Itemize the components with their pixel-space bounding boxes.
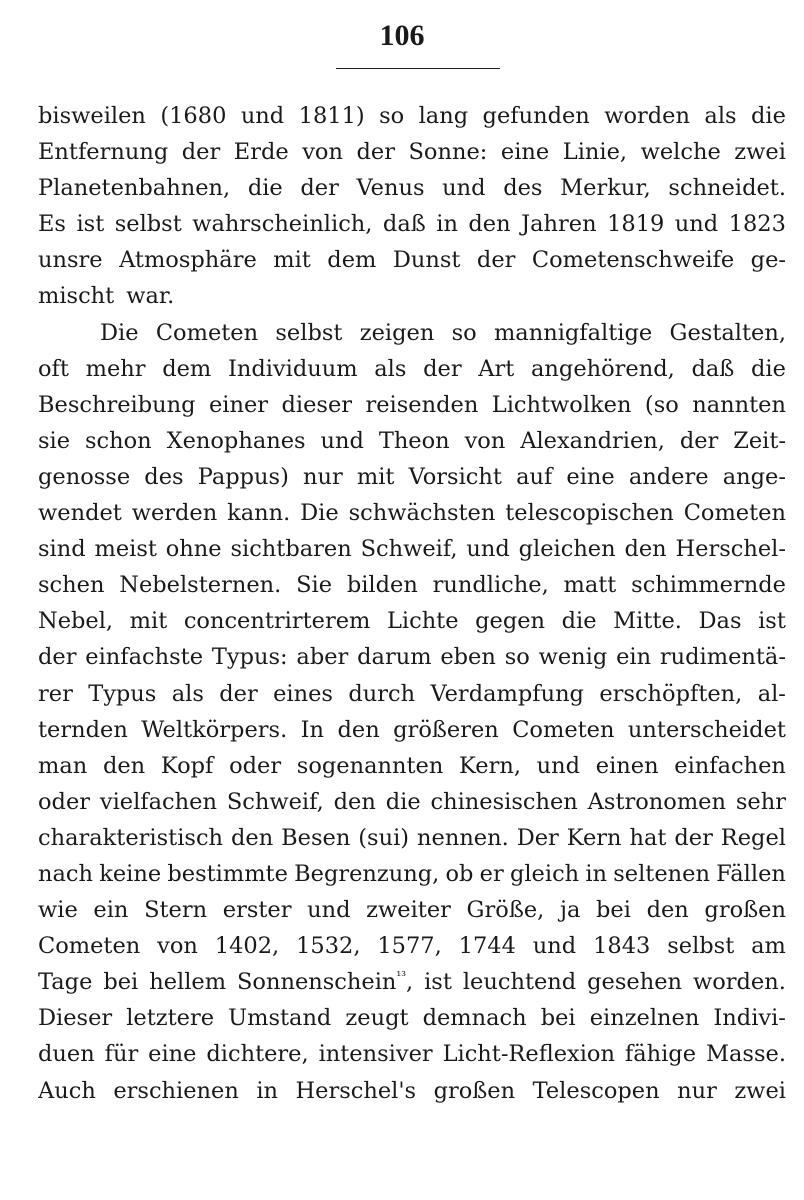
text-line — [38, 712, 786, 748]
word: 1532, — [296, 933, 361, 960]
word: schimmernde — [631, 572, 786, 599]
word: mischt — [38, 283, 115, 310]
word: rudimentä- — [659, 644, 786, 671]
header-rule — [336, 68, 500, 69]
word: Schweif, — [360, 536, 458, 563]
word: welche — [640, 139, 721, 166]
word: gesehen — [587, 969, 683, 996]
word: ternden — [38, 716, 128, 743]
word: hellem — [149, 969, 227, 996]
word: dem — [162, 355, 212, 382]
word: leuchtend — [462, 969, 577, 996]
word: mehr — [85, 355, 146, 382]
word: sie — [38, 427, 71, 454]
text-line — [38, 459, 786, 495]
word: Theon — [378, 427, 450, 454]
word: ist — [76, 211, 105, 238]
word: Zeit- — [733, 427, 786, 454]
text-line — [38, 134, 786, 170]
word: bilden — [346, 572, 418, 599]
word: Kopf — [160, 752, 214, 779]
word: die — [561, 608, 597, 635]
word: duen — [38, 1041, 95, 1068]
word: Schweif, — [226, 788, 324, 815]
word: unsre — [38, 247, 103, 274]
word: Tage — [38, 969, 93, 996]
word: dichtere, — [206, 1041, 309, 1068]
word: und — [320, 427, 364, 454]
word: matt — [563, 572, 617, 599]
word: Stern — [144, 897, 208, 924]
word: keine — [99, 860, 162, 887]
word: den — [624, 536, 667, 563]
word: und — [240, 103, 285, 129]
word: oft — [38, 355, 69, 382]
word: er — [479, 860, 504, 887]
word: rundliche, — [432, 572, 549, 599]
text-line — [38, 1000, 786, 1036]
word: bei — [103, 969, 139, 996]
word: Individuum — [227, 355, 358, 382]
word: auf — [516, 463, 553, 490]
text-line — [38, 784, 786, 820]
word: 1823 — [728, 211, 786, 238]
word: vielfachen — [99, 788, 217, 815]
word: für — [104, 1041, 139, 1068]
word: meist — [94, 536, 157, 563]
word: gleich — [509, 860, 580, 887]
text-line — [38, 531, 786, 567]
word: so — [379, 103, 405, 129]
word: Größe, — [466, 897, 545, 924]
word: ohne — [165, 536, 222, 563]
word: fähige — [624, 1041, 697, 1068]
word: 1744 — [458, 933, 516, 960]
text-line — [38, 892, 786, 928]
word: kann. — [227, 500, 291, 527]
word: telescopischen — [505, 500, 674, 527]
word: bestimmte — [167, 860, 288, 887]
word: zeigen — [359, 319, 435, 346]
word: den — [333, 788, 376, 815]
text-line — [38, 495, 786, 531]
text-line — [38, 98, 786, 134]
word: Cometen — [683, 500, 786, 527]
word: in — [256, 1077, 279, 1104]
word: lang — [418, 103, 469, 129]
word: worden. — [692, 969, 786, 996]
word: al- — [757, 680, 786, 707]
word: Mitte. — [613, 608, 682, 635]
word: Cometen — [155, 319, 259, 346]
word: chinesischen — [430, 788, 578, 815]
text-line — [38, 242, 786, 278]
word: sichtbaren — [230, 536, 352, 563]
word: genosse — [38, 463, 131, 490]
word: von — [157, 933, 198, 960]
word: 1577, — [377, 933, 442, 960]
word: Weltkörpers. — [141, 716, 288, 743]
word: Art — [478, 355, 515, 382]
word: erster — [222, 897, 292, 924]
word: 1402, — [214, 933, 280, 960]
word: wenig — [538, 644, 608, 671]
word: von — [302, 139, 343, 166]
word: concentrirterem — [183, 608, 371, 635]
word: Lichtwolken — [491, 391, 632, 418]
word: eines — [273, 680, 333, 707]
word: in — [585, 860, 608, 887]
word: (1680 — [160, 103, 227, 129]
word: war. — [126, 283, 175, 310]
word: Regel — [720, 824, 786, 851]
word: so — [451, 319, 477, 346]
word: hat — [629, 824, 667, 851]
word: bei — [596, 897, 631, 924]
text-line — [38, 964, 786, 1000]
word: einzelnen — [589, 1005, 700, 1032]
word: so — [504, 644, 530, 671]
word: intensiver — [318, 1041, 433, 1068]
word: 1819 — [607, 211, 665, 238]
word: Besen — [281, 824, 351, 851]
word: schon — [84, 427, 152, 454]
word: worden — [604, 103, 690, 129]
word: durch — [348, 680, 416, 707]
word: ange- — [722, 463, 786, 490]
text-line — [38, 170, 786, 206]
word: dieser — [281, 391, 353, 418]
word: mit — [273, 247, 311, 274]
text-line — [38, 278, 786, 314]
word: und — [307, 897, 351, 924]
word: einer — [208, 391, 269, 418]
word: Astronomen — [587, 788, 726, 815]
word: Der — [516, 824, 559, 851]
word: Merkur, — [560, 175, 651, 202]
word: erschöpften, — [599, 680, 743, 707]
text-line — [38, 315, 786, 351]
word: Linie, — [562, 139, 628, 166]
word: der — [181, 139, 221, 166]
word: als — [704, 103, 737, 129]
word: und — [536, 752, 581, 779]
word: der — [476, 247, 516, 274]
word: eine — [148, 1041, 197, 1068]
word: Kern, — [459, 752, 521, 779]
word: reisenden — [365, 391, 479, 418]
word: Atmosphäre — [119, 247, 257, 274]
word: Es — [38, 211, 66, 238]
word: in — [436, 211, 458, 238]
word: seltenen — [613, 860, 710, 887]
word: mit — [129, 608, 168, 635]
word: zwei — [734, 1077, 786, 1104]
text-line — [38, 1036, 786, 1072]
word: daß — [691, 355, 735, 382]
word: den — [230, 824, 274, 851]
word: Telescopen — [532, 1077, 660, 1104]
text-line — [38, 567, 786, 603]
word: der — [38, 644, 77, 671]
word: zwei — [734, 139, 786, 166]
word: zweiter — [366, 897, 451, 924]
word: des — [144, 463, 184, 490]
word: schneidet. — [668, 175, 786, 202]
word: Indivi- — [713, 1005, 786, 1032]
word: schen — [38, 572, 105, 599]
word: der — [674, 824, 713, 851]
word: darum — [357, 644, 432, 671]
word: Planetenbahnen, — [38, 175, 231, 202]
word: Sonnenschein$^{^{13}}$, — [237, 969, 414, 996]
word: ist — [758, 608, 786, 635]
word: angehörend, — [531, 355, 675, 382]
word: Dieser — [38, 1005, 113, 1032]
text-line — [38, 387, 786, 423]
word: sogenannten — [296, 752, 444, 779]
word: und — [674, 211, 719, 238]
word: Die — [100, 319, 139, 346]
word: ein — [93, 897, 129, 924]
word: Herschel's — [295, 1077, 417, 1104]
word: Begrenzung, — [294, 860, 440, 887]
word: Verdampfung — [430, 680, 584, 707]
word: mannigfaltige — [493, 319, 653, 346]
word: In — [300, 716, 325, 743]
word: Dunst — [392, 247, 461, 274]
word: Die — [300, 500, 339, 527]
word: unterscheidet — [627, 716, 786, 743]
word: Cometen — [512, 716, 615, 743]
text-line — [38, 603, 786, 639]
word: andere — [628, 463, 709, 490]
word: Cometenschweife — [531, 247, 735, 274]
word: rer — [38, 680, 73, 707]
word: der — [356, 139, 395, 166]
word: größeren — [393, 716, 499, 743]
word: ja — [559, 897, 581, 924]
word: Lichte — [386, 608, 459, 635]
word: großen — [704, 897, 786, 924]
word: charakteristisch — [38, 824, 224, 851]
word: 1811) — [298, 103, 365, 129]
word: Entfernung — [38, 139, 169, 166]
word: sehr — [735, 788, 786, 815]
word: Kern — [566, 824, 622, 851]
word: nur — [302, 463, 343, 490]
text-line — [38, 820, 786, 856]
word: den — [468, 211, 511, 238]
word: einen — [595, 752, 659, 779]
word: nennen. — [417, 824, 509, 851]
word: Beschreibung — [38, 391, 196, 418]
word: Fällen — [716, 860, 786, 887]
word: der — [679, 427, 719, 454]
text-line — [38, 351, 786, 387]
word: den — [337, 716, 380, 743]
word: bisweilen — [38, 103, 146, 129]
word: den — [102, 752, 146, 779]
word: Gestalten, — [669, 319, 786, 346]
word: der — [300, 175, 339, 202]
word: der — [219, 680, 258, 707]
word: Licht-Reflexion — [442, 1041, 615, 1068]
word: wendet — [38, 500, 122, 527]
word: Nebel, — [38, 608, 114, 635]
word: Typus: — [211, 644, 288, 671]
word: eine — [500, 139, 550, 166]
word: Das — [698, 608, 742, 635]
word: Sonne: — [408, 139, 488, 166]
word: als — [374, 355, 407, 382]
body-text — [38, 98, 786, 1109]
word: am — [751, 933, 786, 960]
word: Vorsicht — [408, 463, 502, 490]
word: die — [751, 355, 786, 382]
word: nannten — [692, 391, 786, 418]
footnote-marker: ¹³ — [396, 969, 407, 984]
word: Nebelsternen. — [119, 572, 282, 599]
word: 1843 — [593, 933, 651, 960]
word: die — [247, 175, 283, 202]
word: der — [423, 355, 462, 382]
word: Erde — [233, 139, 289, 166]
word: eine — [566, 463, 615, 490]
word: und — [532, 933, 577, 960]
text-line — [38, 856, 786, 892]
word: dem — [327, 247, 377, 274]
text-line — [38, 676, 786, 712]
word: ge- — [750, 247, 786, 274]
word: (sui) — [358, 824, 410, 851]
word: den — [646, 897, 689, 924]
word: Venus — [356, 175, 425, 202]
word: demnach — [422, 1005, 527, 1032]
word: zeugt — [345, 1005, 409, 1032]
word: und — [466, 536, 510, 563]
word: Umstand — [228, 1005, 332, 1032]
word: des — [503, 175, 543, 202]
word: wahrscheinlich, — [192, 211, 373, 238]
word: einfachen — [674, 752, 786, 779]
word: schwächsten — [348, 500, 496, 527]
word: gefunden — [482, 103, 590, 129]
word: (so — [644, 391, 679, 418]
word: eben — [440, 644, 496, 671]
word: selbst — [275, 319, 343, 346]
text-line — [38, 206, 786, 242]
word: erschienen — [113, 1077, 239, 1104]
word: einfachste — [85, 644, 204, 671]
word: werden — [131, 500, 218, 527]
word: Typus — [88, 680, 157, 707]
word: selbst — [114, 211, 182, 238]
word: Cometen — [38, 933, 141, 960]
word: nur — [677, 1077, 717, 1104]
word: Xenophanes — [166, 427, 306, 454]
text-line — [38, 928, 786, 964]
word: aber — [296, 644, 349, 671]
text-line — [38, 423, 786, 459]
word: als — [171, 680, 204, 707]
word: letztere — [126, 1005, 215, 1032]
word: die — [385, 788, 421, 815]
word: gleichen — [518, 536, 616, 563]
word: oder — [38, 788, 91, 815]
word: bei — [540, 1005, 576, 1032]
word: Jahren — [521, 211, 597, 238]
text-line — [38, 1073, 786, 1109]
word: sind — [38, 536, 86, 563]
word: ist — [424, 969, 452, 996]
word: oder — [229, 752, 282, 779]
word: die — [751, 103, 786, 129]
word: mit — [356, 463, 395, 490]
word: und — [442, 175, 486, 202]
page-number: 106 — [379, 19, 425, 52]
word: Sie — [296, 572, 333, 599]
word: Alexandrien, — [520, 427, 665, 454]
word: großen — [433, 1077, 516, 1104]
word: selbst — [667, 933, 735, 960]
word: von — [464, 427, 506, 454]
word: ob — [445, 860, 474, 887]
word: daß — [382, 211, 426, 238]
word: man — [38, 752, 88, 779]
word: Pappus) — [197, 463, 289, 490]
word: Auch — [38, 1077, 96, 1104]
text-line — [38, 639, 786, 675]
word: ein — [616, 644, 652, 671]
text-line — [38, 748, 786, 784]
word: wie — [38, 897, 78, 924]
word: Masse. — [705, 1041, 786, 1068]
word: Herschel- — [675, 536, 786, 563]
word: nach — [38, 860, 93, 887]
word: gegen — [475, 608, 546, 635]
